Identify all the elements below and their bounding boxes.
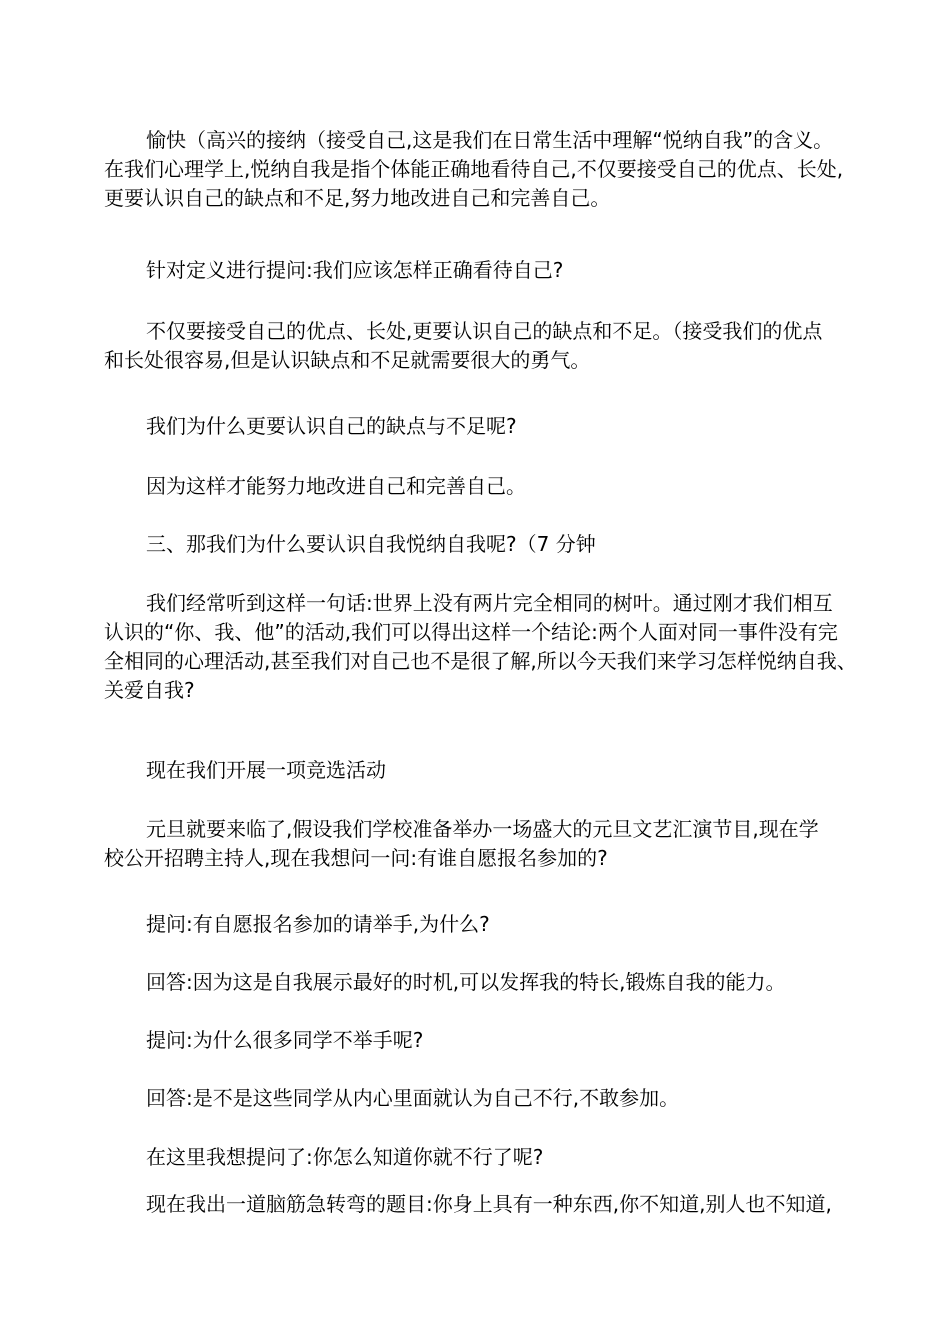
text-line: 我们为什么更要认识自己的缺点与不足呢? (146, 414, 517, 438)
text-line: 回答:是不是这些同学从内心里面就认为自己不行,不敢参加。 (146, 1086, 680, 1110)
text-line: 愉快（高兴的接纳（接受自己,这是我们在日常生活中理解“悦纳自我”的含义。 (146, 128, 834, 152)
text-line: 提问:为什么很多同学不举手呢? (146, 1028, 424, 1052)
text-line: 针对定义进行提问:我们应该怎样正确看待自己? (146, 258, 564, 282)
section-heading-3 (104, 530, 864, 559)
text-line: 校公开招聘主持人,现在我想问一问:有谁自愿报名参加的? (104, 846, 608, 870)
text-line: 和长处很容易,但是认识缺点和不足就需要很大的勇气。 (104, 348, 591, 372)
paragraph-13 (104, 1084, 864, 1113)
text-line: 全相同的心理活动,甚至我们对自己也不是很了解,所以今天我们来学习怎样悦纳自我、 (104, 649, 857, 673)
paragraph-3 (104, 317, 864, 375)
text-line: 认识的“你、我、他”的活动,我们可以得出这样一个结论:两个人面对同一事件没有完 (104, 620, 838, 644)
paragraph-14 (104, 1143, 864, 1172)
paragraph-5 (104, 472, 864, 501)
paragraph-10 (104, 910, 864, 939)
text-line: 更要认识自己的缺点和不足,努力地改进自己和完善自己。 (104, 186, 611, 210)
text-line: 回答:因为这是自我展示最好的时机,可以发挥我的特长,锻炼自我的能力。 (146, 970, 786, 994)
paragraph-2 (104, 256, 864, 285)
text-line: 现在我出一道脑筋急转弯的题目:你身上具有一种东西,你不知道,别人也不知道, (146, 1192, 832, 1216)
text-line: 关爱自我? (104, 678, 195, 702)
text-line: 现在我们开展一项竞选活动 (146, 758, 386, 782)
text-line: 不仅要接受自己的优点、长处,更要认识自己的缺点和不足。（接受我们的优点 (146, 319, 823, 343)
paragraph-12 (104, 1026, 864, 1055)
text-line: 提问:有自愿报名参加的请举手,为什么? (146, 912, 490, 936)
paragraph-11 (104, 968, 864, 997)
paragraph-1 (104, 126, 864, 213)
paragraph-7 (104, 589, 864, 705)
text-line: 在我们心理学上,悦纳自我是指个体能正确地看待自己,不仅要接受自己的优点、长处, (104, 157, 844, 181)
text-line: 三、那我们为什么要认识自我悦纳自我呢?（7 分钟 (146, 532, 596, 556)
text-line: 元旦就要来临了,假设我们学校准备举办一场盛大的元旦文艺汇演节目,现在学 (146, 817, 819, 841)
text-line: 我们经常听到这样一句话:世界上没有两片完全相同的树叶。通过刚才我们相互 (146, 591, 833, 615)
paragraph-9 (104, 815, 864, 873)
text-line: 在这里我想提问了:你怎么知道你就不行了呢? (146, 1145, 544, 1169)
text-line: 因为这样才能努力地改进自己和完善自己。 (146, 474, 526, 498)
paragraph-15 (104, 1190, 864, 1219)
paragraph-8 (104, 756, 864, 785)
paragraph-4 (104, 412, 864, 441)
